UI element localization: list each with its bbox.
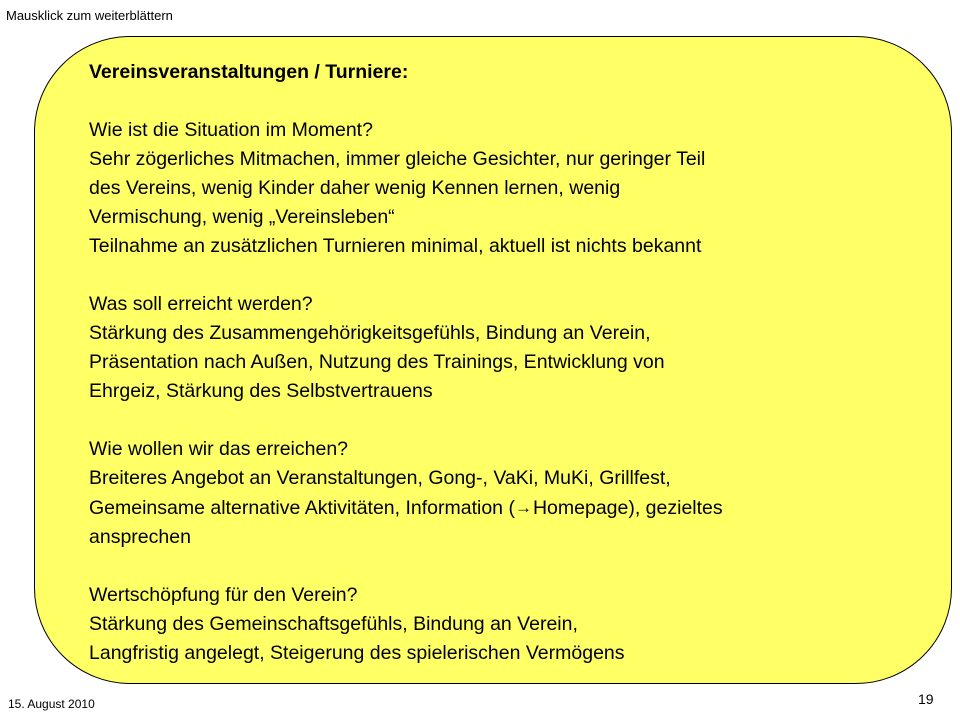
section-text-line: des Vereins, wenig Kinder daher wenig Kennen lernen, wenig (89, 177, 621, 199)
section-text-line: Stärkung des Zusammengehörigkeitsgefühls, Bindung an Verein, (89, 322, 651, 344)
section-text-line: Breiteres Angebot an Veranstaltungen, Gong-, VaKi, MuKi, Grillfest, (89, 467, 671, 489)
section-text-line: Sehr zögerliches Mitmachen, immer gleiche Gesichter, nur geringer Teil (89, 148, 706, 170)
section-text-line: Vermischung, wenig „Vereinsleben“ (89, 206, 395, 228)
slide-content (89, 58, 949, 668)
text-after-arrow: Homepage), gezieltes (532, 497, 723, 519)
section-text-line: Teilnahme an zusätzlichen Turnieren minimal, aktuell ist nichts bekannt (89, 235, 702, 257)
slide-title: Vereinsveranstaltungen / Turniere: (89, 61, 409, 83)
section-text-line: ansprechen (89, 526, 191, 548)
section-question: Wertschöpfung für den Verein? (89, 584, 358, 606)
text-before-arrow: Gemeinsame alternative Aktivitäten, Information ( (89, 497, 515, 519)
page-number: 19 (918, 691, 934, 707)
section-approach (89, 435, 949, 552)
section-text-line: Langfristig angelegt, Steigerung des spielerischen Vermögens (89, 642, 625, 664)
footer-date: 15. August 2010 (8, 697, 95, 711)
section-value (89, 581, 949, 668)
section-text-line (89, 493, 949, 523)
section-question: Wie ist die Situation im Moment? (89, 119, 373, 141)
section-goals (89, 290, 949, 406)
section-text-line: Stärkung des Gemeinschaftsgefühls, Bindung an Verein, (89, 613, 578, 635)
section-situation (89, 116, 949, 261)
arrow-right-icon: → (514, 498, 532, 517)
section-question: Wie wollen wir das erreichen? (89, 438, 349, 460)
section-text-line: Ehrgeiz, Stärkung des Selbstvertrauens (89, 380, 433, 402)
advance-hint: Mausklick zum weiterblättern (6, 8, 173, 23)
section-text-line: Präsentation nach Außen, Nutzung des Trainings, Entwicklung von (89, 351, 665, 373)
section-question: Was soll erreicht werden? (89, 293, 313, 315)
